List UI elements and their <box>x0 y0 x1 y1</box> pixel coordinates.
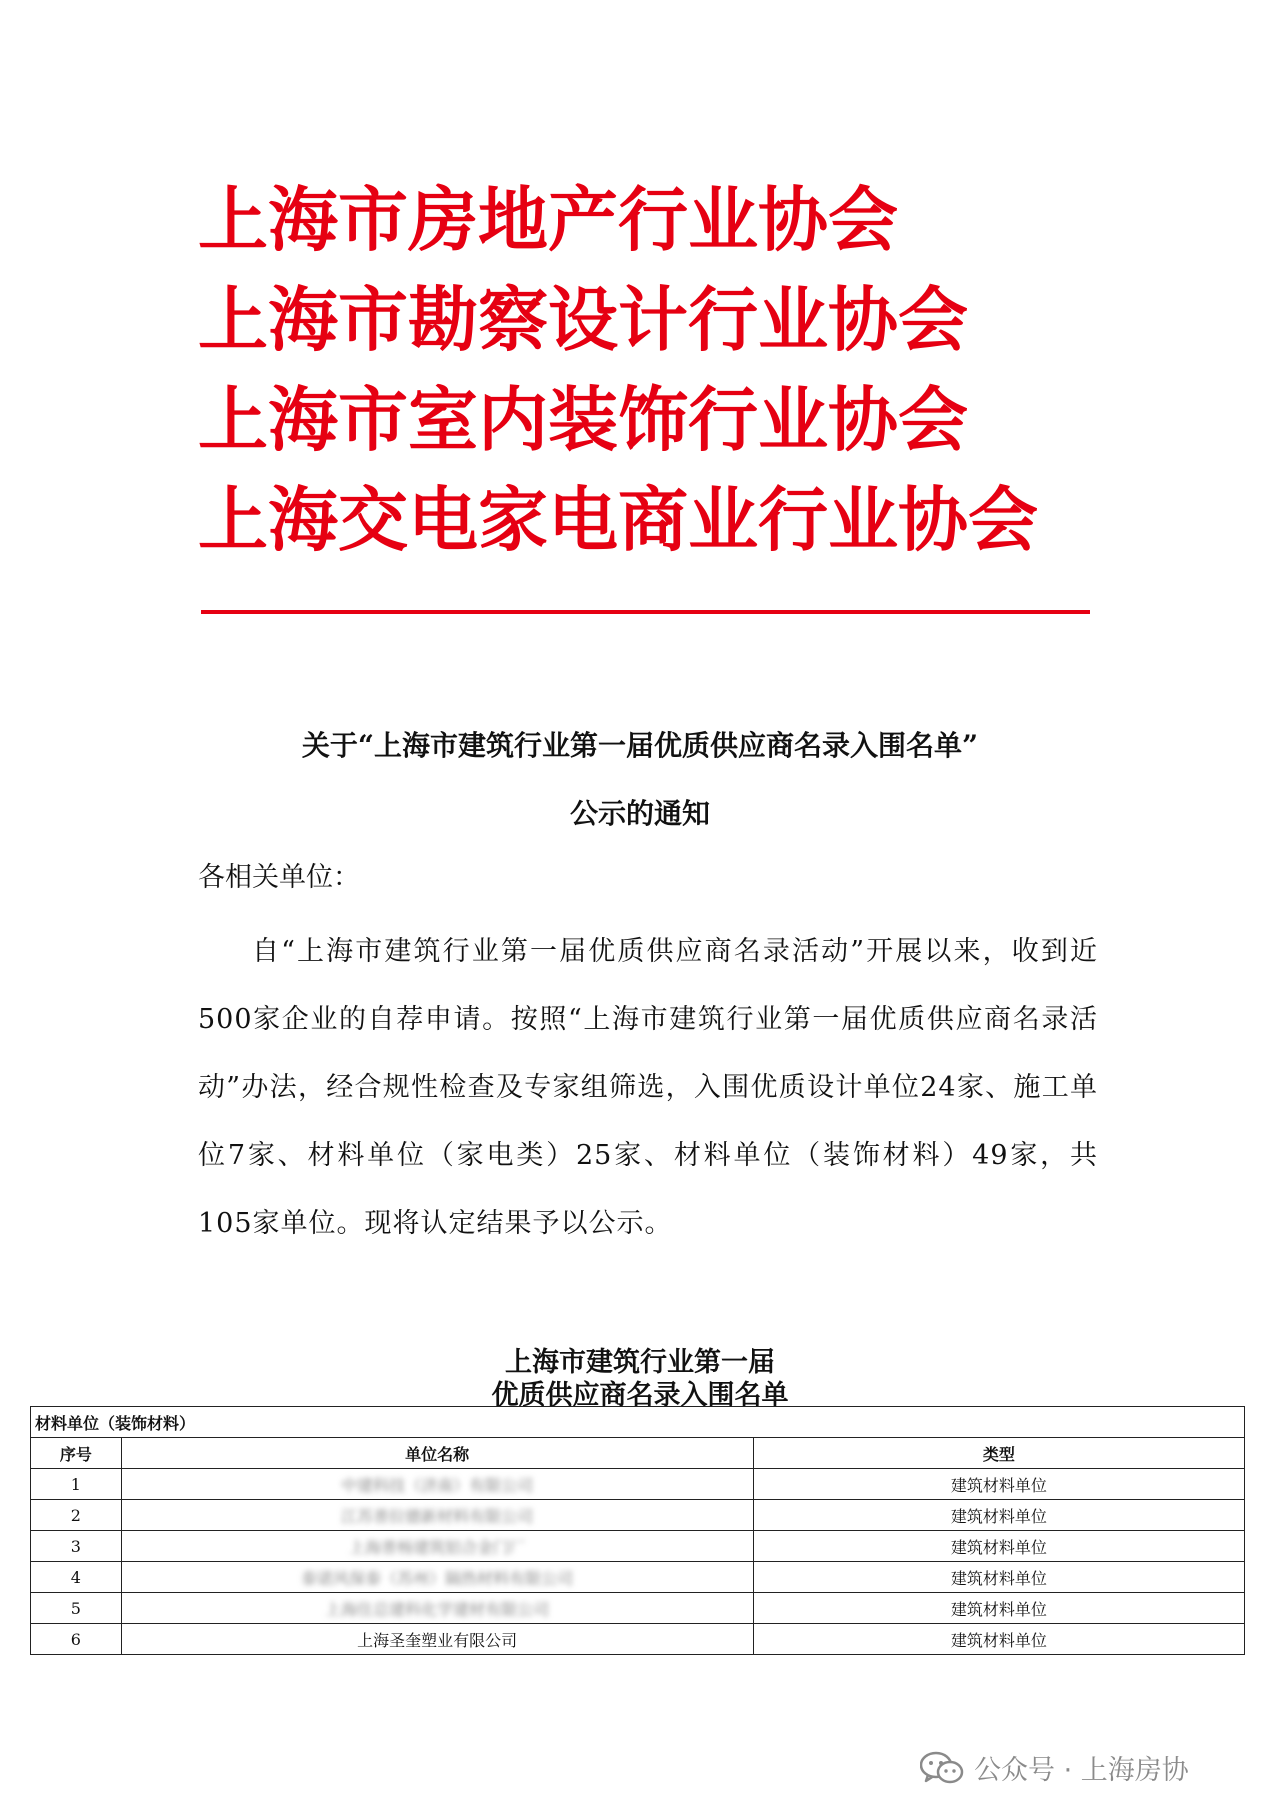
row-number: 4 <box>31 1562 122 1593</box>
org-name-3: 上海市室内装饰行业协会 <box>198 378 968 461</box>
supplier-name-text: 泰诺风保泰（苏州）隔热材料有限公司 <box>301 1568 574 1588</box>
supplier-name <box>121 1469 753 1500</box>
supplier-name-text: 江苏普拉德新材料有限公司 <box>341 1506 534 1526</box>
row-number: 1 <box>31 1469 122 1500</box>
supplier-type: 建筑材料单位 <box>753 1469 1244 1500</box>
supplier-name-text: 中建科技（济南）有限公司 <box>341 1475 534 1495</box>
supplier-name <box>121 1593 753 1624</box>
letterhead <box>198 170 1098 570</box>
watermark-text: 公众号 · 上海房协 <box>974 1755 1189 1786</box>
table-row <box>31 1500 1245 1531</box>
supplier-name <box>121 1562 753 1593</box>
supplier-table <box>30 1406 1245 1655</box>
wechat-watermark <box>920 1748 1189 1787</box>
section-label: 材料单位（装饰材料） <box>31 1407 1245 1438</box>
table-row <box>31 1593 1245 1624</box>
supplier-name-text: 上海圣奎塑业有限公司 <box>357 1630 518 1650</box>
table-row <box>31 1624 1245 1655</box>
wechat-icon <box>920 1751 964 1785</box>
supplier-type: 建筑材料单位 <box>753 1531 1244 1562</box>
supplier-type: 建筑材料单位 <box>753 1593 1244 1624</box>
table-row <box>31 1562 1245 1593</box>
org-name-4: 上海交电家电商业行业协会 <box>198 478 1038 561</box>
row-number: 6 <box>31 1624 122 1655</box>
header-type: 类型 <box>753 1438 1244 1469</box>
row-number: 5 <box>31 1593 122 1624</box>
supplier-type: 建筑材料单位 <box>753 1500 1244 1531</box>
letterhead-divider <box>201 610 1090 614</box>
notice-title: 关于“上海市建筑行业第一届优质供应商名录入围名单” <box>301 729 979 762</box>
notice-title-continued: 公示的通知 <box>569 797 710 830</box>
section-row <box>31 1407 1245 1438</box>
row-number: 3 <box>31 1531 122 1562</box>
table-row <box>31 1531 1245 1562</box>
header-row <box>31 1438 1245 1469</box>
list-title: 上海市建筑行业第一届 <box>505 1347 775 1378</box>
header-no: 序号 <box>31 1438 122 1469</box>
supplier-name <box>121 1624 753 1655</box>
table-row <box>31 1469 1245 1500</box>
supplier-name-text: 上海住总建科化学建材有限公司 <box>325 1599 550 1619</box>
org-name-1: 上海市房地产行业协会 <box>198 178 898 261</box>
supplier-name <box>121 1500 753 1531</box>
supplier-name <box>121 1531 753 1562</box>
supplier-type: 建筑材料单位 <box>753 1562 1244 1593</box>
list-subtitle: 优质供应商名录入围名单 <box>491 1380 789 1411</box>
row-number: 2 <box>31 1500 122 1531</box>
header-name: 单位名称 <box>121 1438 753 1469</box>
supplier-name-text: 上海普杨建筑铝合金门厂 <box>349 1537 526 1557</box>
salutation: 各相关单位： <box>198 862 360 893</box>
org-name-2: 上海市勘察设计行业协会 <box>198 278 968 361</box>
supplier-type: 建筑材料单位 <box>753 1624 1244 1655</box>
notice-body: 自“上海市建筑行业第一届优质供应商名录活动”开展以来，收到近500家企业的自荐申请。按照“上海市建筑行业第一届优质供应商名录活动”办法，经合规性检查及专家组筛选，入围优质设计单位24家、施工单位7家、材料单位（家电类）25家、材料单位（装饰材料）49家，共105家单位。现将认定结果予以公示。 <box>198 936 1098 1239</box>
